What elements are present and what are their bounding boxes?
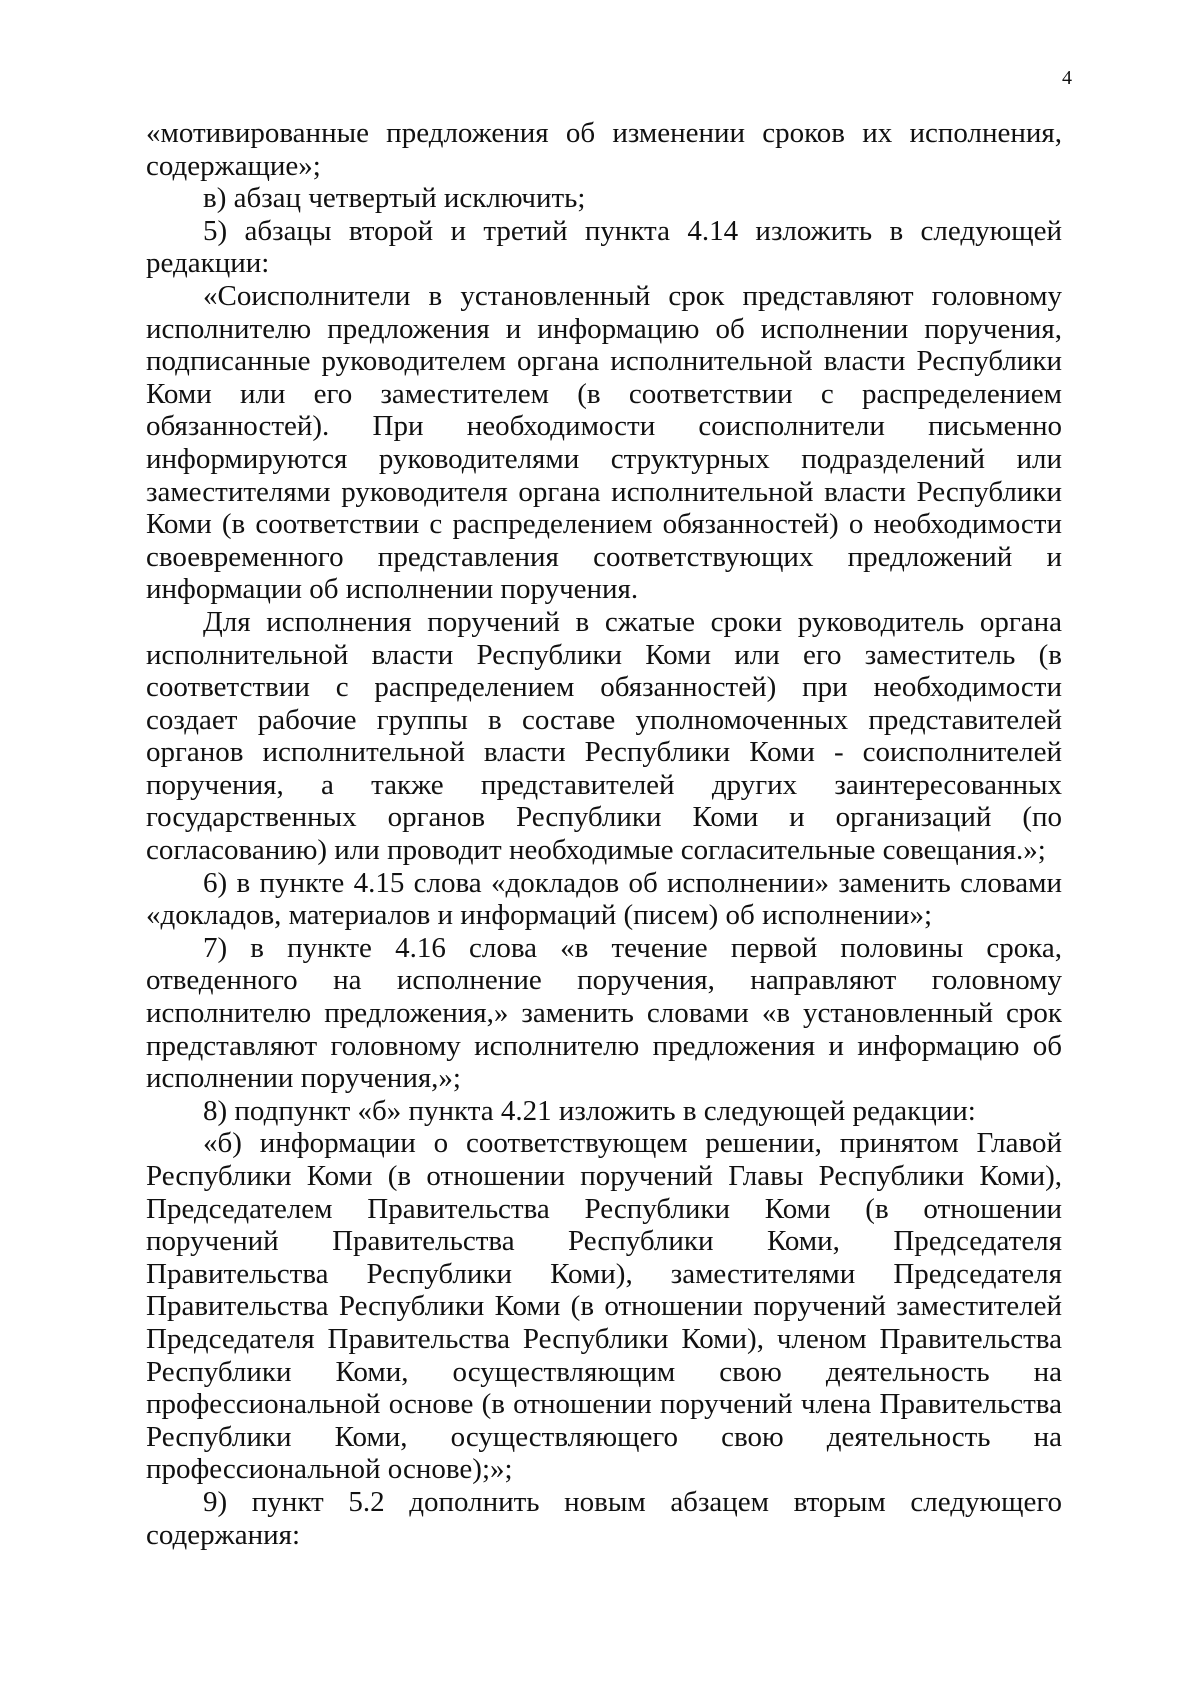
paragraph: 5) абзацы второй и третий пункта 4.14 изложить в следующей редакции:	[146, 214, 1062, 280]
paragraph: «Соисполнители в установленный срок представляют головному исполнителю предложения и информацию об исполнении поручения, подписанные руководителем органа исполнительной власти Республики Коми или его заместителем (в соответствии с распределением обязанностей). При необходимости соисполнители письменно информируются руководителями структурных подразделений или заместителями руководителя органа исполнительной власти Республики Коми (в соответствии с распределением обязанностей) о необходимости своевременного представления соответствующих предложений и информации об исполнении поручения.	[146, 279, 1062, 606]
paragraph: 7) в пункте 4.16 слова «в течение первой половины срока, отведенного на исполнение поручения, направляют головному исполнителю предложения,» заменить словами «в установленный срок представляют головному исполнителю предложения и информацию об исполнении поручения,»;	[146, 931, 1062, 1095]
paragraph: Для исполнения поручений в сжатые сроки руководитель органа исполнительной власти Республики Коми или его заместитель (в соответствии с распределением обязанностей) при необходимости создает рабочие группы в составе уполномоченных представителей органов исполнительной власти Республики Коми - соисполнителей поручения, а также представителей других заинтересованных государственных органов Республики Коми и организаций (по согласованию) или проводит необходимые согласительные совещания.»;	[146, 605, 1062, 867]
document-body	[146, 117, 1062, 1551]
paragraph: в) абзац четвертый исключить;	[203, 182, 586, 215]
paragraph: «мотивированные предложения об изменении сроков их исполнения, содержащие»;	[146, 117, 1062, 182]
paragraph: «б) информации о соответствующем решении, принятом Главой Республики Коми (в отношении поручений Главы Республики Коми), Председателем Правительства Республики Коми (в отношении поручений Правительства Республики Коми, Председателя Правительства Республики Коми), заместителями Председателя Правительства Республики Коми (в отношении поручений заместителей Председателя Правительства Республики Коми), членом Правительства Республики Коми, осуществляющим свою деятельность на профессиональной основе (в отношении поручений члена Правительства Республики Коми, осуществляющего свою деятельность на профессиональной основе);»;	[146, 1127, 1062, 1486]
page-number: 4	[1062, 67, 1072, 89]
paragraph: 8) подпункт «б» пункта 4.21 изложить в следующей редакции:	[203, 1094, 976, 1127]
paragraph: 9) пункт 5.2 дополнить новым абзацем вторым следующего содержания:	[146, 1485, 1062, 1551]
paragraph: 6) в пункте 4.15 слова «докладов об исполнении» заменить словами «докладов, материалов и информаций (писем) об исполнении»;	[146, 866, 1062, 932]
